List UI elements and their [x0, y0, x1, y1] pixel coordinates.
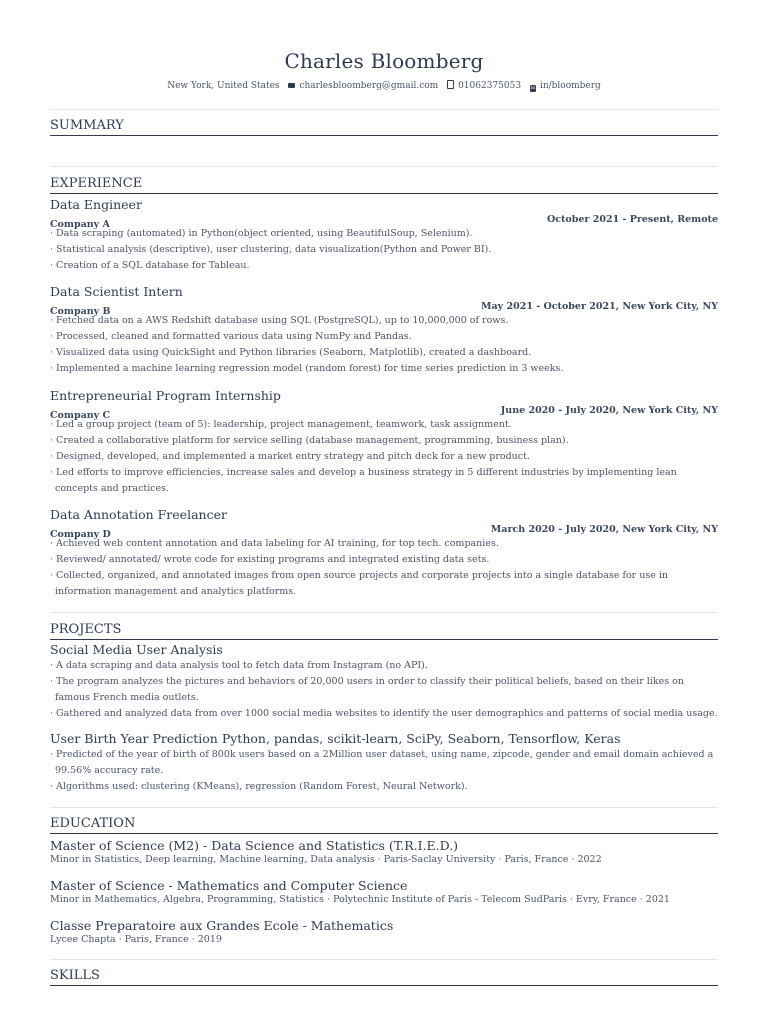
edu-location: Paris, France — [504, 854, 569, 865]
project-entry — [50, 642, 718, 722]
bullet: · Visualized data using QuickSight and Python libraries (Seaborn, Matplotlib), created a dashboard. — [50, 345, 718, 361]
education-details — [50, 893, 718, 907]
education-entry — [50, 878, 718, 907]
candidate-name: Charles Bloomberg — [284, 49, 484, 73]
job-bullets — [50, 226, 718, 274]
bullet: · Statistical analysis (descriptive), user clustering, data visualization(Python and Power BI). — [50, 242, 718, 258]
job-dates: October 2021 - Present, Remote — [546, 214, 718, 225]
job-bullets — [50, 536, 718, 600]
project-bullets — [50, 658, 718, 722]
minor: Minor in Statistics, Deep learning, Machine learning, Data analysis — [50, 854, 375, 865]
bullet: · The program analyzes the pictures and behaviors of 20,000 users in order to classify their political beliefs, based on their likes on famous French media outlets. — [50, 674, 718, 706]
email-item[interactable] — [288, 79, 438, 93]
section-experience-title: EXPERIENCE — [50, 176, 718, 194]
job-title: Entrepreneurial Program Internship — [50, 388, 281, 403]
separator-dot: · — [191, 934, 195, 945]
bullet: · Designed, developed, and implemented a market entry strategy and pitch deck for a new product. — [50, 449, 718, 465]
linkedin-item[interactable] — [530, 79, 601, 93]
bullet: · Algorithms used: clustering (KMeans), regression (Random Forest, Neural Network). — [50, 779, 718, 795]
section-projects-title: PROJECTS — [50, 622, 718, 640]
divider — [50, 959, 718, 960]
separator-dot: · — [327, 894, 331, 905]
contact-line — [50, 79, 718, 93]
phone-icon — [447, 80, 454, 89]
job-bullets — [50, 417, 718, 497]
bullet: · Data scraping (automated) in Python(object oriented, using BeautifulSoup, Selenium). — [50, 226, 718, 242]
education-details — [50, 853, 718, 867]
project-entry — [50, 731, 718, 795]
separator-dot: · — [377, 854, 381, 865]
company-line — [50, 522, 718, 540]
bullet: · Created a collaborative platform for service selling (database management, programming, business plan). — [50, 433, 718, 449]
location: New York, United States — [167, 81, 280, 91]
minor: Minor in Mathematics, Algebra, Programming, Statistics — [50, 894, 324, 905]
edu-year: 2019 — [197, 934, 222, 945]
bullet: · Led a group project (team of 5): leadership, project management, teamwork, task assignment. — [50, 417, 718, 433]
company-name: Company B — [50, 306, 111, 317]
envelope-icon — [288, 83, 295, 88]
experience-entry — [50, 507, 718, 600]
company-name: Company A — [50, 219, 110, 230]
phone-text: 01062375053 — [458, 81, 522, 91]
experience-entry — [50, 388, 718, 497]
job-dates: March 2020 - July 2020, New York City, NY — [490, 524, 718, 535]
edu-year: 2021 — [645, 894, 670, 905]
separator-dot: · — [571, 854, 575, 865]
linkedin-text: in/bloomberg — [539, 81, 601, 91]
divider — [50, 612, 718, 613]
job-dates: May 2021 - October 2021, New York City, NY — [481, 301, 718, 312]
school: Lycee Chapta — [50, 934, 116, 945]
divider — [50, 166, 718, 167]
bullet: · Predicted of the year of birth of 800k users based on a 2Million user dataset, using name, zipcode, gender and email domain achieved a 99.56% accuracy rate. — [50, 747, 718, 779]
company-line — [50, 403, 718, 421]
company-name: Company C — [50, 410, 111, 421]
company-line — [50, 299, 718, 317]
bullet: · Achieved web content annotation and data labeling for AI training, for top tech. companies. — [50, 536, 718, 552]
separator-dot: · — [118, 934, 122, 945]
job-bullets — [50, 313, 718, 377]
separator-dot: · — [639, 894, 643, 905]
degree-title: Master of Science - Mathematics and Computer Science — [50, 878, 408, 893]
divider — [50, 109, 718, 110]
job-title: Data Annotation Freelancer — [50, 507, 227, 522]
email-text: charlesbloomberg@gmail.com — [299, 81, 439, 91]
bullet: · Gathered and analyzed data from over 1000 social media websites to identify the user demographics and patterns of social media usage. — [50, 706, 718, 722]
section-education-title: EDUCATION — [50, 816, 718, 834]
bullet: · Processed, cleaned and formatted various data using NumPy and Pandas. — [50, 329, 718, 345]
bullet: · Fetched data on a AWS Redshift database using SQL (PostgreSQL), up to 10,000,000 of rows. — [50, 313, 718, 329]
edu-location: Evry, France — [575, 894, 637, 905]
phone-item[interactable] — [447, 79, 521, 93]
bullet: · Reviewed/ annotated/ wrote code for existing programs and integrated existing data sets. — [50, 552, 718, 568]
education-entry — [50, 838, 718, 867]
company-name: Company D — [50, 529, 111, 540]
edu-year: 2022 — [577, 854, 602, 865]
job-title: Data Scientist Intern — [50, 284, 183, 299]
bullet: · Implemented a machine learning regression model (random forest) for time series prediction in 3 weeks. — [50, 361, 718, 377]
project-title: User Birth Year Prediction Python, pandas, scikit-learn, SciPy, Seaborn, Tensorflow, Keras — [50, 731, 621, 746]
degree-title: Classe Preparatoire aux Grandes Ecole - Mathematics — [50, 918, 394, 933]
resume-page — [50, 0, 718, 983]
degree-title: Master of Science (M2) - Data Science and Statistics (T.R.I.E.D.) — [50, 838, 459, 853]
separator-dot: · — [569, 894, 573, 905]
section-skills-title: SKILLS — [50, 968, 718, 986]
job-dates: June 2020 - July 2020, New York City, NY — [500, 405, 718, 416]
divider — [50, 807, 718, 808]
education-entry — [50, 918, 718, 947]
edu-location: Paris, France — [124, 934, 189, 945]
section-summary-title: SUMMARY — [50, 118, 718, 136]
project-title: Social Media User Analysis — [50, 642, 223, 657]
job-title: Data Engineer — [50, 197, 142, 212]
bullet: · Creation of a SQL database for Tableau. — [50, 258, 718, 274]
bullet: · Led efforts to improve efficiencies, increase sales and develop a business strategy in 5 different industries by implementing lean concepts and practices. — [50, 465, 718, 497]
bullet: · A data scraping and data analysis tool to fetch data from Instagram (no API). — [50, 658, 718, 674]
project-bullets — [50, 747, 718, 795]
experience-entry — [50, 284, 718, 377]
education-details — [50, 933, 718, 947]
school: Paris-Saclay University — [383, 854, 496, 865]
company-line — [50, 212, 718, 230]
separator-dot: · — [498, 854, 502, 865]
linkedin-icon: in — [530, 85, 536, 91]
experience-entry — [50, 197, 718, 274]
school: Polytechnic Institute of Paris - Telecom SudParis — [333, 894, 567, 905]
bullet: · Collected, organized, and annotated images from open source projects and corporate projects into a single database for use in information management and analytics platforms. — [50, 568, 718, 600]
